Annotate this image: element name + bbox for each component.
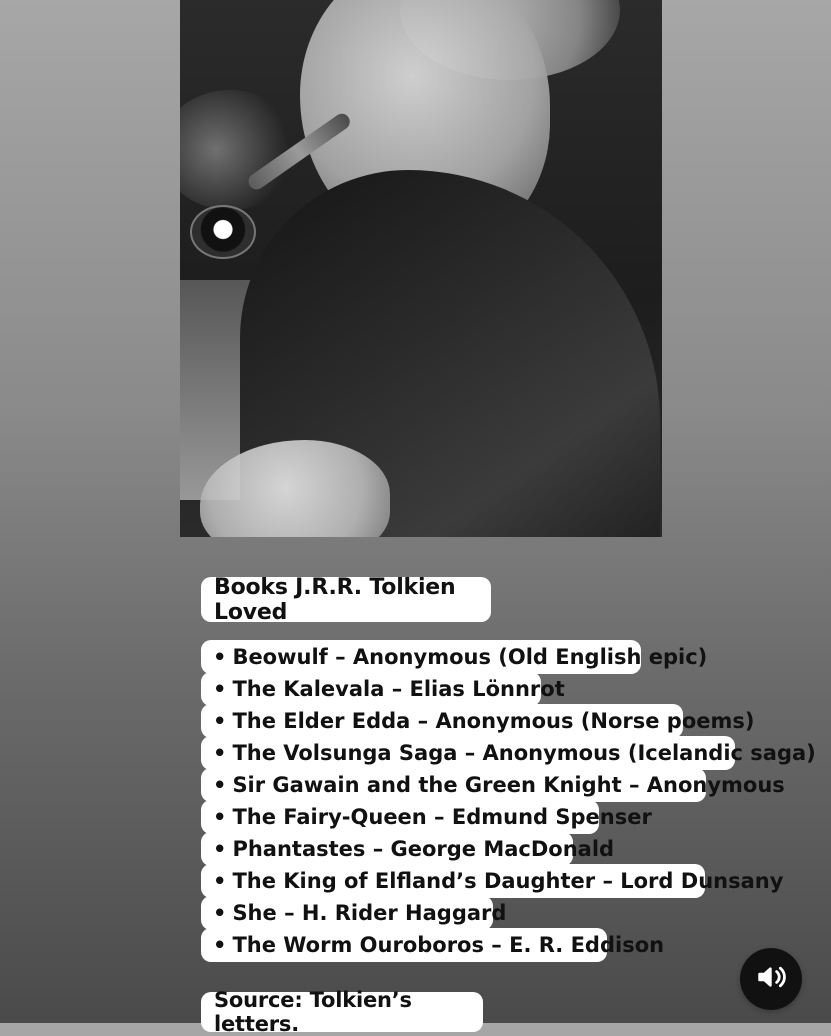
bullet: • <box>213 709 227 733</box>
bullet: • <box>213 805 227 829</box>
list-item <box>201 800 761 832</box>
list-item <box>201 864 784 896</box>
list-item-text: Sir Gawain and the Green Knight – Anonymous <box>232 773 785 797</box>
bullet: • <box>213 901 227 925</box>
list-item-text: The Elder Edda – Anonymous (Norse poems) <box>232 709 755 733</box>
list-item <box>201 896 761 928</box>
list-item-text: The Volsunga Saga – Anonymous (Icelandic saga) <box>232 741 816 765</box>
list-item-pill <box>201 704 755 738</box>
source-caption-text: Source: Tolkien’s letters. <box>214 988 412 1036</box>
list-item-pill <box>201 672 565 706</box>
list-item <box>201 640 761 672</box>
list-item-pill <box>201 928 665 962</box>
source-caption <box>201 988 483 1036</box>
list-item-pill <box>201 768 785 802</box>
list-item <box>201 736 816 768</box>
list-item <box>201 768 785 800</box>
bullet: • <box>213 645 227 669</box>
book-list <box>201 640 816 960</box>
bullet: • <box>213 837 227 861</box>
list-item <box>201 928 761 960</box>
author-photo <box>180 0 662 537</box>
bullet: • <box>213 741 227 765</box>
list-item-pill <box>201 800 652 834</box>
list-item-text: The Fairy-Queen – Edmund Spenser <box>232 805 652 829</box>
list-item-pill <box>201 896 507 930</box>
list-item-text: She – H. Rider Haggard <box>232 901 507 925</box>
list-item <box>201 672 761 704</box>
post-title-text: Books J.R.R. Tolkien Loved <box>214 574 456 625</box>
photo-pipe-bowl <box>190 205 256 259</box>
list-item-text: Beowulf – Anonymous (Old English epic) <box>232 645 708 669</box>
speaker-icon <box>754 960 788 999</box>
bullet: • <box>213 869 227 893</box>
bullet: • <box>213 677 227 701</box>
list-item-pill <box>201 864 784 898</box>
audio-toggle-button[interactable] <box>740 948 802 1010</box>
photo-smoke <box>180 90 300 210</box>
list-item-text: The Worm Ouroboros – E. R. Eddison <box>232 933 665 957</box>
list-item-pill <box>201 736 816 770</box>
bullet: • <box>213 773 227 797</box>
bullet: • <box>213 933 227 957</box>
list-item-pill <box>201 832 615 866</box>
list-item-text: The Kalevala – Elias Lönnrot <box>232 677 565 701</box>
list-item-text: The King of Elfland’s Daughter – Lord Dunsany <box>232 869 784 893</box>
list-item-text: Phantastes – George MacDonald <box>232 837 615 861</box>
list-item-pill <box>201 640 708 674</box>
list-item <box>201 704 761 736</box>
list-item <box>201 832 761 864</box>
post-title <box>201 574 491 625</box>
